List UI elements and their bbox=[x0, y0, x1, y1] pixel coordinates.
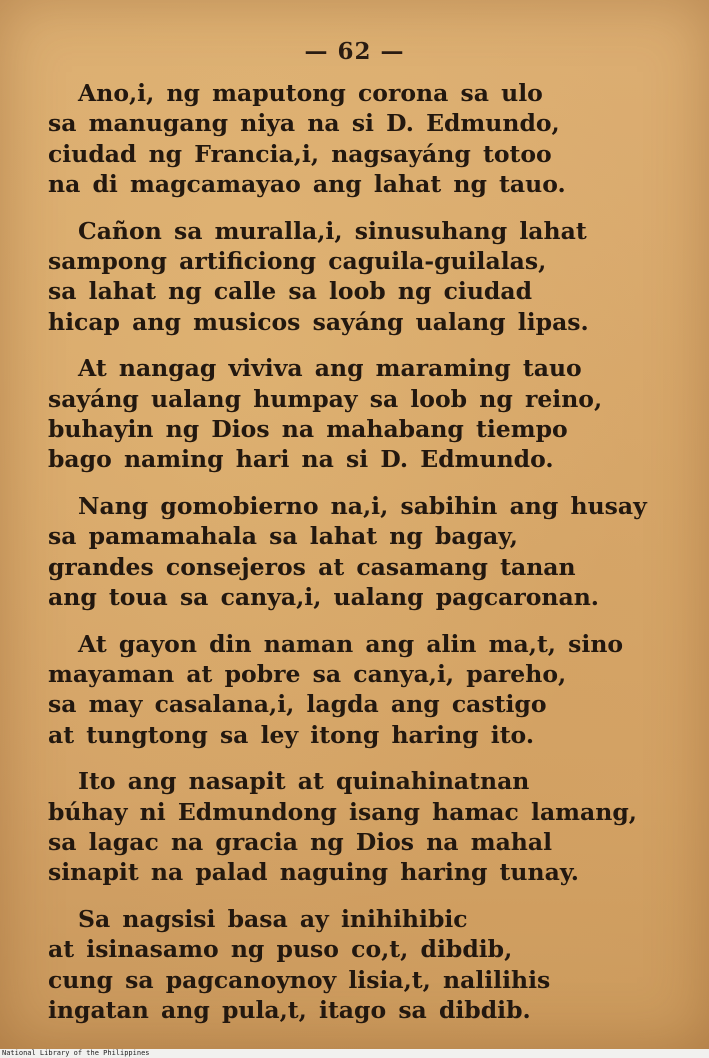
verse-line: buhayin ng Dios na mahabang tiempo bbox=[48, 415, 568, 444]
verse-line: grandes consejeros at casamang tanan bbox=[48, 552, 576, 581]
verse-line: cung sa pagcanoynoy lisia,t, nalilihis bbox=[48, 965, 551, 994]
poem-body bbox=[48, 78, 688, 1041]
library-credit: National Library of the Philippines bbox=[2, 1049, 150, 1057]
verse-line: sa pamamahala sa lahat ng bagay, bbox=[48, 522, 518, 551]
verse-line: sinapit na palad naguing haring tunay. bbox=[48, 858, 579, 887]
verse-line: bago naming hari na si D. Edmundo. bbox=[48, 445, 554, 474]
verse-line: ang toua sa canya,i, ualang pagcaronan. bbox=[48, 583, 599, 612]
stanza bbox=[48, 216, 688, 338]
verse-line: sa may casalana,i, lagda ang castigo bbox=[48, 690, 547, 719]
verse-line: mayaman at pobre sa canya,i, pareho, bbox=[48, 659, 567, 688]
stanza bbox=[48, 491, 688, 613]
verse-line: Ito ang nasapit at quinahinatnan bbox=[78, 767, 530, 796]
verse-line: At gayon din naman ang alin ma,t, sino bbox=[78, 629, 624, 658]
stanza bbox=[48, 904, 688, 1026]
verse-line: Nang gomobierno na,i, sabihin ang husay bbox=[78, 491, 647, 520]
verse-line: na di magcamayao ang lahat ng tauo. bbox=[48, 170, 566, 199]
stanza bbox=[48, 766, 688, 888]
stanza bbox=[48, 629, 688, 751]
stanza bbox=[48, 78, 688, 200]
verse-line: Cañon sa muralla,i, sinusuhang lahat bbox=[78, 216, 587, 245]
verse-line: búhay ni Edmundong isang hamac lamang, bbox=[48, 797, 637, 826]
verse-line: sayáng ualang humpay sa loob ng reino, bbox=[48, 384, 603, 413]
verse-line: at tungtong sa ley itong haring ito. bbox=[48, 720, 535, 749]
verse-line: ingatan ang pula,t, itago sa dibdib. bbox=[48, 995, 531, 1024]
page-number: — 62 — bbox=[304, 38, 405, 65]
verse-line: sa manugang niya na si D. Edmundo, bbox=[48, 109, 560, 138]
verse-line: sampong artificiong caguila-guilalas, bbox=[48, 247, 547, 276]
verse-line: At nangag viviva ang maraming tauo bbox=[78, 354, 582, 383]
verse-line: sa lahat ng calle sa loob ng ciudad bbox=[48, 277, 533, 306]
verse-line: sa lagac na gracia ng Dios na mahal bbox=[48, 827, 553, 856]
verse-line: Ano,i, ng maputong corona sa ulo bbox=[78, 79, 543, 107]
verse-line: ciudad ng Francia,i, nagsayáng totoo bbox=[48, 139, 552, 168]
verse-line: at isinasamo ng puso co,t, dibdib, bbox=[48, 935, 513, 964]
verse-line: hicap ang musicos sayáng ualang lipas. bbox=[48, 307, 589, 336]
stanza bbox=[48, 353, 688, 475]
verse-line: Sa nagsisi basa ay inihihibic bbox=[78, 904, 468, 933]
